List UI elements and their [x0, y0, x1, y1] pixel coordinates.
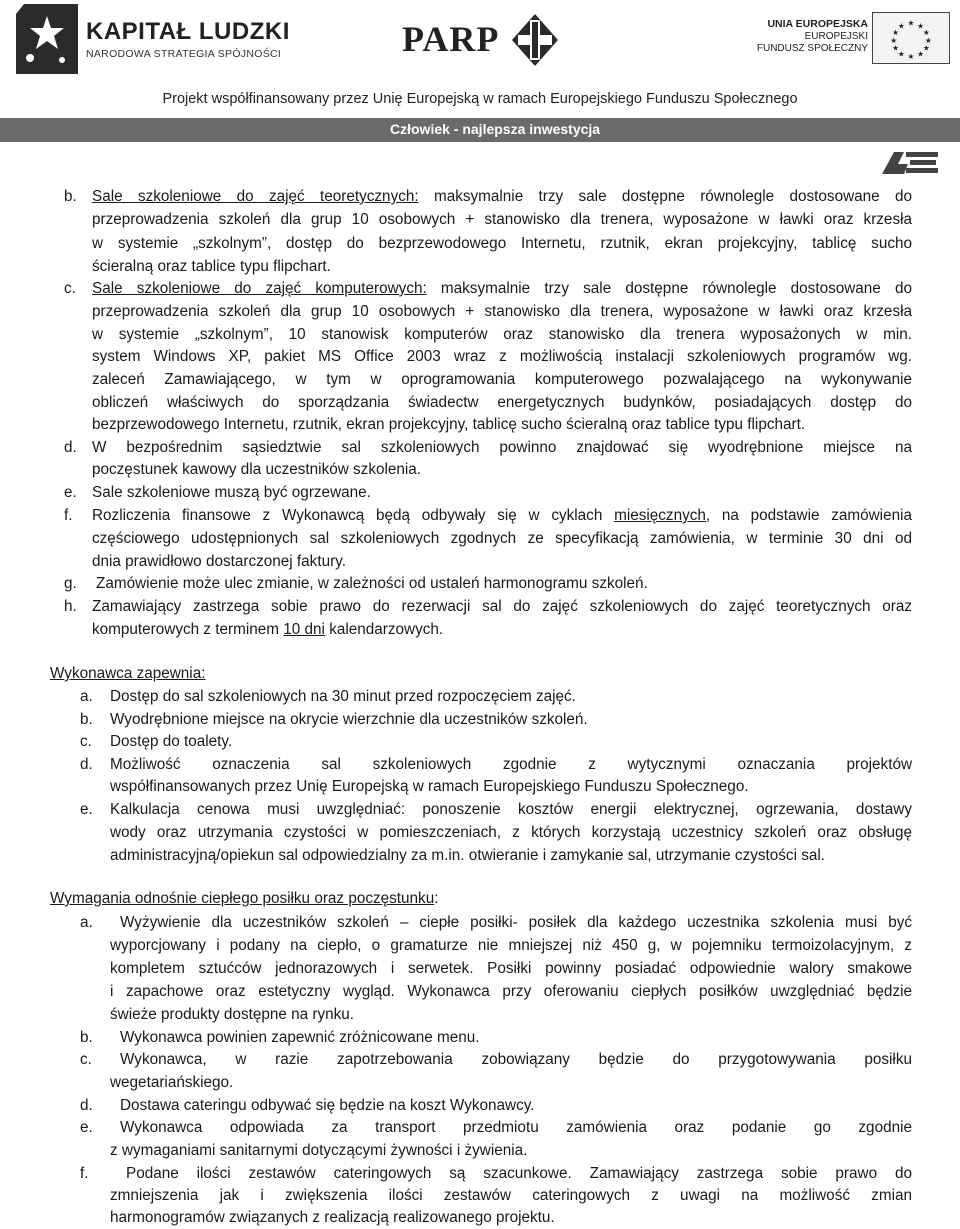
item-heading: Sale szkoleniowe do zajęć komputerowych: [92, 280, 427, 297]
svg-text:★: ★ [907, 18, 915, 28]
item-label: g. [64, 575, 77, 592]
item-text: poczęstunek kawowy dla uczestników szkolenia. [92, 461, 422, 478]
parp-emblem-icon [510, 12, 560, 68]
item-text: Podane ilości zestawów cateringowych są szacunkowe. Zamawiający zastrzega sobie prawo do [126, 1165, 912, 1182]
item-text: Zamówienie może ulec zmianie, w zależności od ustaleń harmonogramu szkoleń. [96, 575, 648, 592]
item-text: częściowego udostępnionych sal szkoleniowych zgodnych ze specyfikacją zamówienia, w terminie 30 dni od [92, 530, 912, 547]
kapital-ludzki-title: KAPITAŁ LUDZKI [86, 18, 290, 45]
item-text: ścieralną oraz tablice typu flipchart. [92, 258, 331, 275]
eu-logo [756, 12, 950, 68]
eu-line-3: FUNDUSZ SPOŁECZNY [756, 43, 868, 54]
item-text: Sale szkoleniowe muszą być ogrzewane. [92, 484, 371, 501]
item-text: w systemie „szkolnym”, 10 stanowisk komputerów oraz stanowisko dla trenera wyposażonych w min. [92, 326, 912, 343]
item-text: Dostęp do sal szkoleniowych na 30 minut przed rozpoczęciem zajęć. [110, 688, 576, 705]
item-text: zmniejszenia jak i zwiększenia ilości zestawów cateringowych z uwagi na możliwość zmian [110, 1187, 912, 1204]
item-text-part: maksymalnie trzy sale dostępne równolegle dostosowane do [426, 280, 912, 297]
item-text: zaleceń Zamawiającego, w tym w oprogramowania komputerowego pozwalającego na wykonywanie [92, 371, 912, 388]
item-text: świeże produkty dostępne na rynku. [110, 1006, 355, 1023]
item-label: f. [80, 1165, 89, 1182]
item-text: administracyjną/opiekun sal odpowiedzialny za m.in. otwieranie i zamykanie sal, utrzymanie czystości sal. [110, 847, 826, 864]
section-heading [50, 890, 438, 908]
svg-text:★: ★ [917, 21, 925, 31]
item-text: Możliwość oznaczenia sal szkoleniowych zgodnie z wytycznymi oznaczania projektów [110, 756, 912, 773]
item-label: c. [80, 1051, 92, 1068]
item-text: Wyżywienie dla uczestników szkoleń – ciepłe posiłki- posiłek dla każdego uczestnika szkolenia musi być [120, 914, 912, 931]
item-label: d. [80, 1097, 93, 1114]
item-label: e. [64, 484, 77, 501]
item-text: z wymaganiami sanitarnymi dotyczącymi żywności i żywienia. [110, 1142, 528, 1159]
item-text: Dostawa cateringu odbywać się będzie na koszt Wykonawcy. [120, 1097, 535, 1114]
eu-flag-icon [872, 12, 950, 64]
item-label: b. [64, 188, 77, 205]
slogan-bar [0, 118, 960, 142]
item-label: e. [80, 1119, 93, 1136]
kapital-ludzki-subtitle: NARODOWA STRATEGIA SPÓJNOŚCI [86, 48, 282, 60]
item-label: h. [64, 598, 77, 615]
svg-text:★: ★ [892, 43, 900, 53]
item-text: Wykonawca powinien zapewnić zróżnicowane menu. [120, 1029, 480, 1046]
svg-text:★: ★ [897, 49, 905, 59]
item-text: bezprzewodowego Internetu, rzutnik, ekran projekcyjny, tablicę sucho ścieralną oraz tablice typu flipchart. [92, 416, 806, 433]
item-text: Wyodrębnione miejsce na okrycie wierzchnie dla uczestników szkoleń. [110, 711, 588, 728]
eu-line-1: UNIA EUROPEJSKA [767, 18, 868, 30]
project-cofinancing-line: Projekt współfinansowany przez Unię Europejską w ramach Europejskiego Funduszu Społecznego [162, 91, 798, 107]
slogan-text: Człowiek - najlepsza inwestycja [390, 121, 601, 137]
item-text: W bezpośrednim sąsiedztwie sal szkoleniowych powinno znajdować się wyodrębnione miejsce na [92, 439, 912, 456]
item-text: współfinansowanych przez Unię Europejską w ramach Europejskiego Funduszu Społecznego. [110, 778, 749, 795]
item-text: wody oraz utrzymania czystości w pomieszczeniach, z których korzystają uczestnicy szkoleń oraz obsługę [110, 824, 912, 841]
svg-text:★: ★ [922, 28, 930, 38]
item-text [92, 188, 912, 206]
item-text-underlined: miesięcznych [614, 507, 706, 524]
svg-text:★: ★ [897, 21, 905, 31]
item-label: a. [80, 688, 93, 705]
svg-text:★: ★ [917, 49, 925, 59]
parp-title: PARP [402, 19, 500, 59]
item-text: system Windows XP, pakiet MS Office 2003 wraz z możliwością instalacji szkoleniowych programów wg. [92, 348, 912, 365]
svg-text:★: ★ [907, 52, 915, 62]
svg-text:★: ★ [924, 35, 932, 45]
item-label: f. [64, 507, 73, 524]
section-heading-text: Wymagania odnośnie ciepłego posiłku oraz poczęstunku [50, 890, 435, 907]
item-heading: Sale szkoleniowe do zajęć teoretycznych: [92, 188, 419, 205]
item-text-part: kalendarzowych. [324, 621, 444, 638]
item-text: wyporcjowany i podany na ciepło, o gramaturze nie mniejszej niż 450 g, w pojemniku termoizolacyjnym, z [110, 937, 912, 954]
item-text: wegetariańskiego. [110, 1074, 234, 1091]
item-label: c. [80, 733, 92, 750]
ae-logo-icon [882, 150, 938, 174]
item-text: dnia prawidłowo dostarczonej faktury. [92, 553, 346, 570]
item-text: Wykonawca odpowiada za transport przedmiotu zamówienia oraz podanie go zgodnie [120, 1119, 912, 1136]
page-header [0, 0, 960, 148]
item-text-part: Rozliczenia finansowe z Wykonawcą będą odbywały się w cyklach [92, 507, 615, 524]
svg-text:★: ★ [890, 35, 898, 45]
item-text: harmonogramów związanych z realizacją realizowanego projektu. [110, 1209, 555, 1226]
item-text: Dostęp do toalety. [110, 733, 233, 750]
item-text: i zapachowe oraz estetyczny wygląd. Wykonawca przy oferowaniu ciepłych posiłków uwzględniać będzie [110, 983, 912, 1000]
eu-text [757, 18, 868, 56]
svg-text:★: ★ [892, 28, 900, 38]
item-label: b. [80, 711, 93, 728]
item-text: przeprowadzenia szkoleń dla grup 10 osobowych + stanowisko dla trenera, wyposażone w ławki oraz krzesła [92, 303, 912, 320]
svg-text:★: ★ [922, 43, 930, 53]
section-heading-colon: : [434, 890, 439, 907]
item-label: e. [80, 801, 93, 818]
item-label: c. [64, 280, 76, 297]
item-text [92, 507, 912, 525]
item-text: Kalkulacja cenowa musi uwzględniać: ponoszenie kosztów energii elektrycznej, ogrzewania, dostawy [110, 801, 912, 818]
eu-line-2: EUROPEJSKI [804, 30, 868, 42]
kapital-ludzki-emblem-icon [16, 4, 78, 74]
item-label: d. [80, 756, 93, 773]
item-label: d. [64, 439, 77, 456]
item-label: a. [80, 914, 93, 931]
item-text: kompletem sztućców jednorazowych i serwetek. Posiłki powinny posiadać odpowiednie walory smakowe [110, 960, 912, 977]
item-text [92, 621, 443, 639]
item-text-part: , na podstawie zamówienia [705, 507, 913, 524]
item-text [92, 280, 912, 298]
item-text-part: komputerowych z terminem [92, 621, 284, 638]
item-text: Zamawiający zastrzega sobie prawo do rezerwacji sal do zajęć szkoleniowych do zajęć teoretycznych oraz [92, 598, 912, 615]
item-text: w systemie „szkolnym”, dostęp do bezprzewodowego Internetu, rzutnik, ekran projekcyjny, tablicę sucho [92, 235, 912, 252]
item-text-part: maksymalnie trzy sale dostępne równolegle dostosowane do [418, 188, 912, 205]
item-text: obliczeń właściwych do sporządzania świadectw energetycznych budynków, posiadających dostęp do [92, 394, 912, 411]
item-label: b. [80, 1029, 93, 1046]
item-text: Wykonawca, w razie zapotrzebowania zobowiązany będzie do przygotowywania posiłku [120, 1051, 912, 1068]
item-text-underlined: 10 dni [283, 621, 325, 638]
item-text: przeprowadzenia szkoleń dla grup 10 osobowych + stanowisko dla trenera, wyposażone w ławki oraz krzesła [92, 211, 912, 228]
section-heading: Wykonawca zapewnia: [50, 665, 206, 682]
kapital-ludzki-logo [16, 4, 290, 74]
parp-logo [402, 12, 562, 68]
